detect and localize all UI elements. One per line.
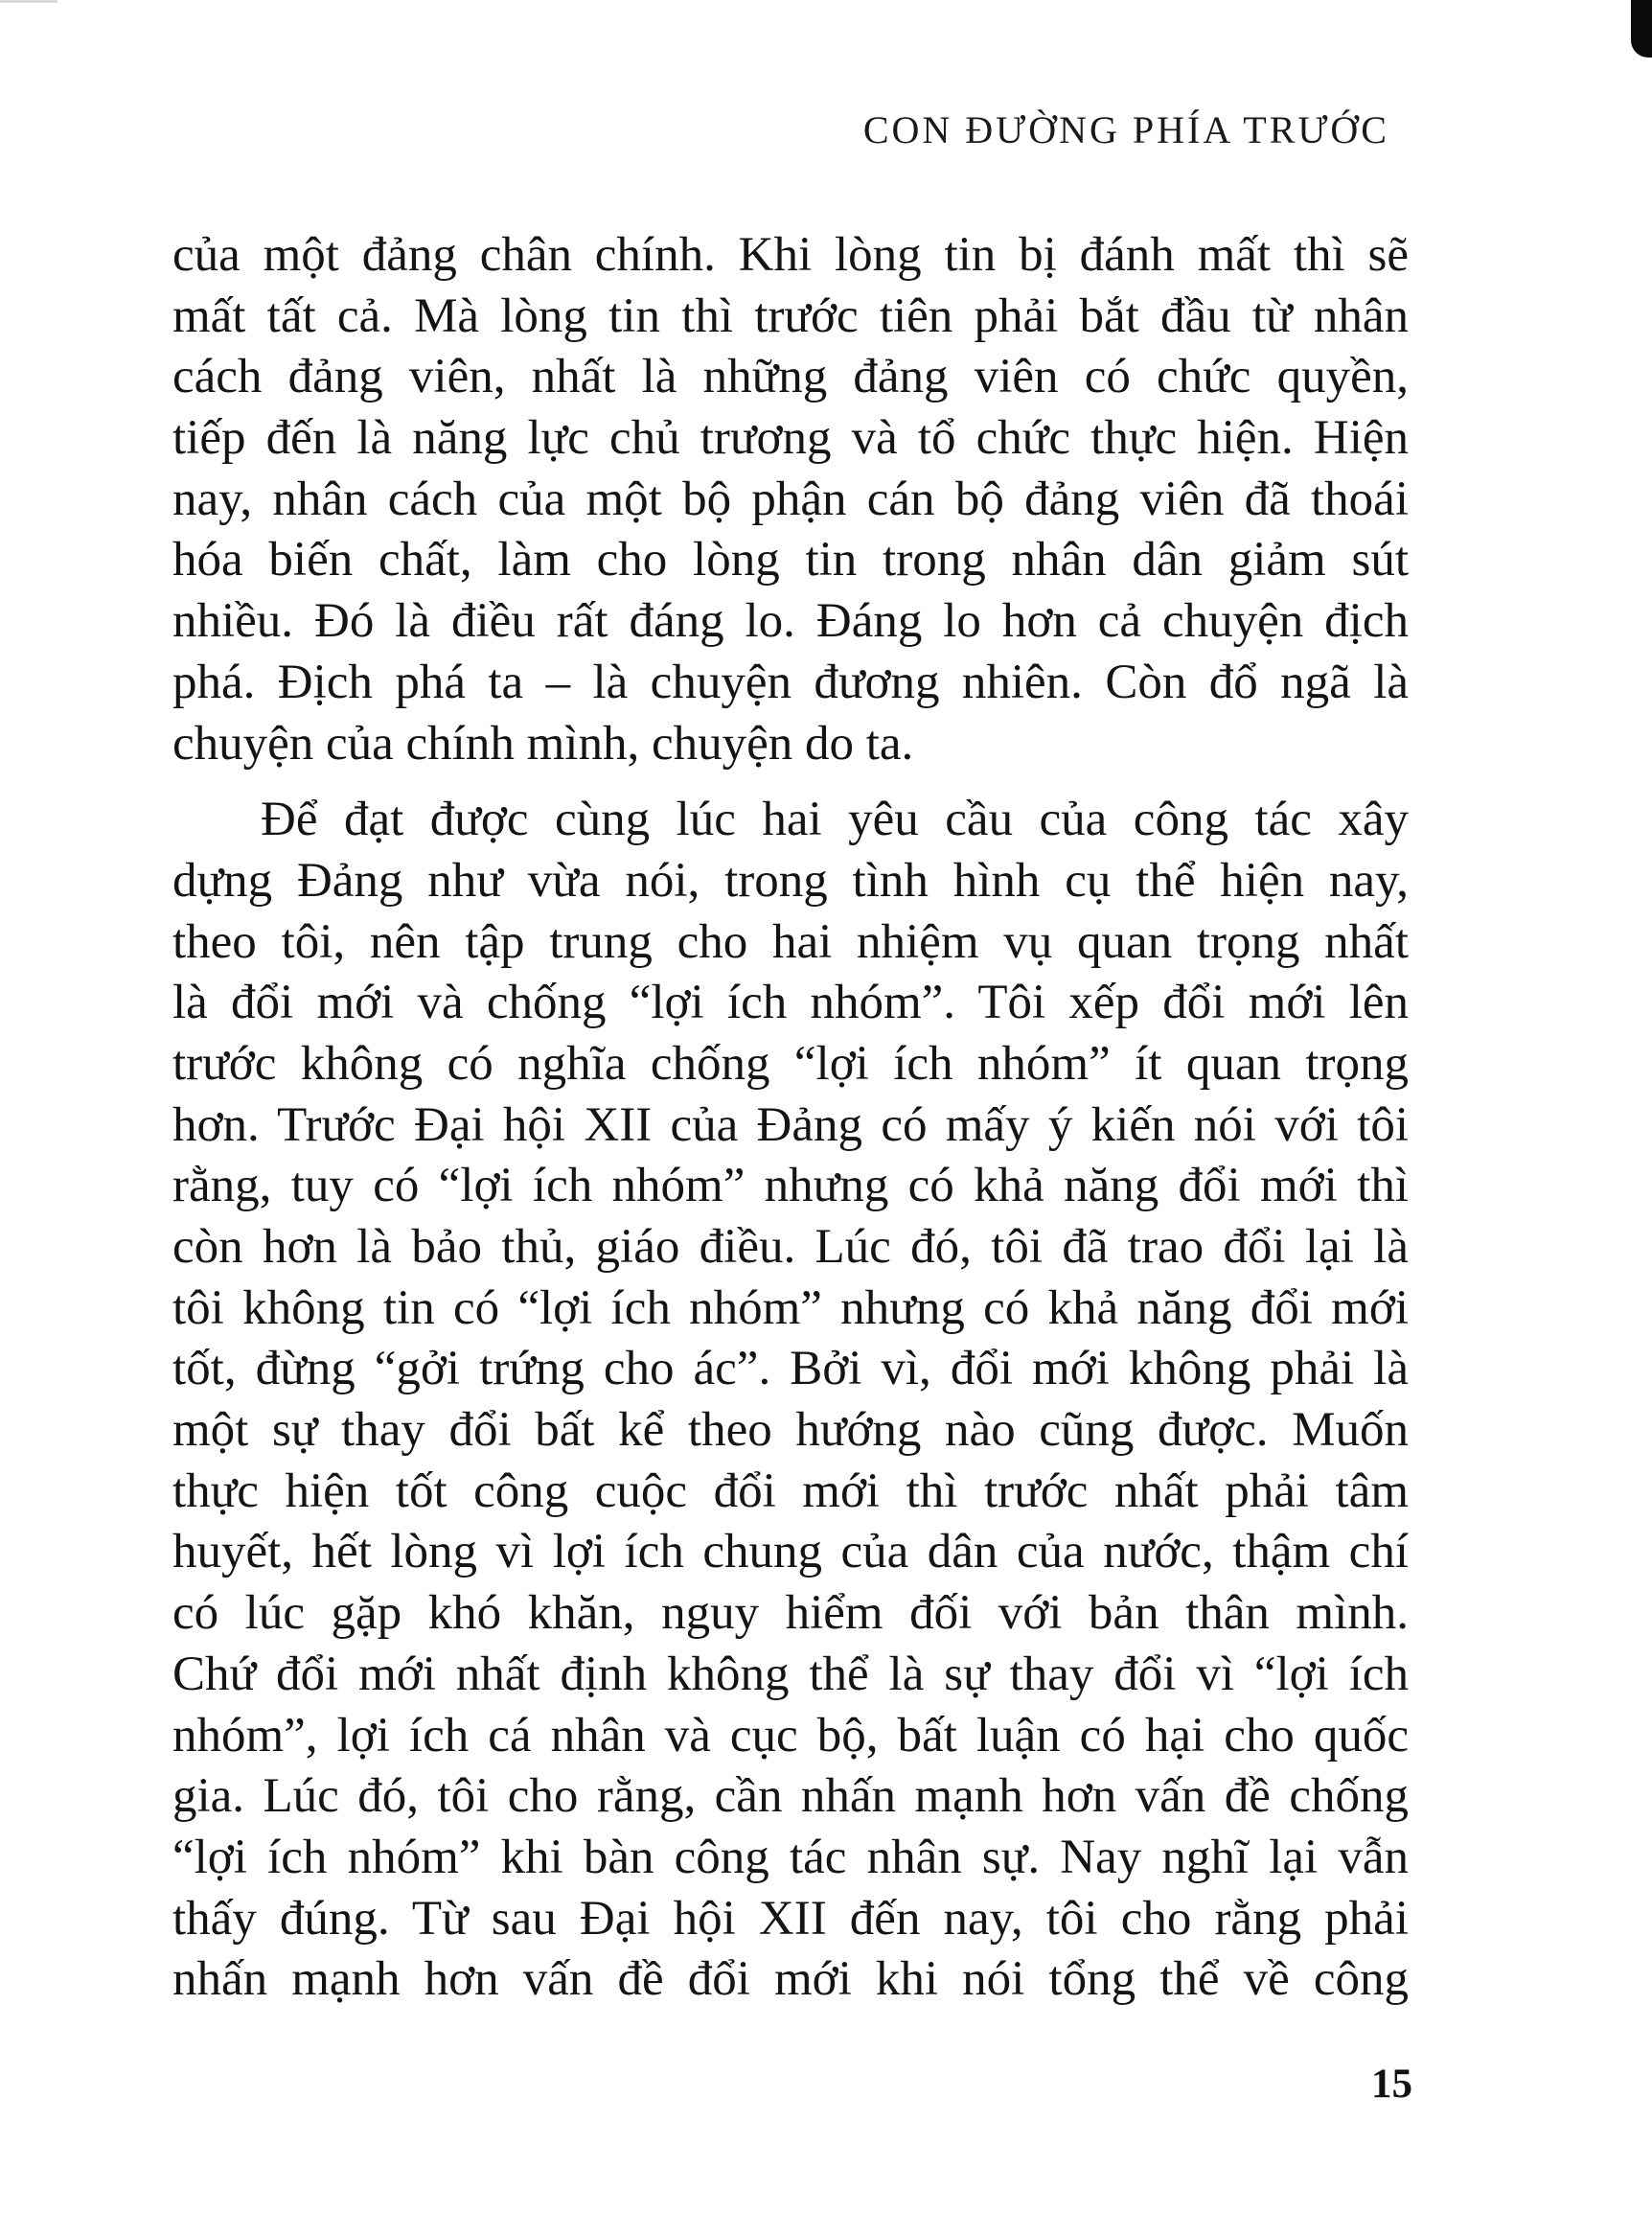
text-line: “lợi ích nhóm” khi bàn công tác nhân sự. Nay nghĩ lại vẫn — [172, 1830, 1409, 1884]
text-line: tốt, đừng “gởi trứng cho ác”. Bởi vì, đổi mới không phải là — [172, 1342, 1409, 1396]
paragraph-gap — [172, 774, 1409, 790]
text-line: rằng, tuy có “lợi ích nhóm” nhưng có khả năng đổi mới thì — [172, 1159, 1409, 1213]
running-head: CON ĐƯỜNG PHÍA TRƯỚC — [862, 108, 1389, 151]
text-line: hơn. Trước Đại hội XII của Đảng có mấy ý kiến nói với tôi — [172, 1097, 1409, 1152]
text-line: mất tất cả. Mà lòng tin thì trước tiên phải bắt đầu từ nhân — [172, 288, 1409, 343]
text-line: nhấn mạnh hơn vấn đề đổi mới khi nói tổng thể về công — [172, 1952, 1409, 2007]
text-line: huyết, hết lòng vì lợi ích chung của dân của nước, thậm chí — [172, 1525, 1409, 1579]
scan-edge-mark — [0, 0, 57, 3]
text-line: hóa biến chất, làm cho lòng tin trong nhân dân giảm sút — [172, 533, 1409, 588]
text-line: thực hiện tốt công cuộc đổi mới thì trước nhất phải tâm — [172, 1463, 1409, 1518]
page-number: 15 — [1371, 2062, 1412, 2107]
text-line: Để đạt được cùng lúc hai yêu cầu của công tác xây — [261, 793, 1409, 847]
text-line: nhóm”, lợi ích cá nhân và cục bộ, bất luận có hại cho quốc — [172, 1708, 1409, 1763]
text-line: theo tôi, nên tập trung cho hai nhiệm vụ quan trọng nhất — [172, 914, 1409, 969]
text-line: một sự thay đổi bất kể theo hướng nào cũng được. Muốn — [172, 1403, 1409, 1458]
text-line: Chứ đổi mới nhất định không thể là sự thay đổi vì “lợi ích — [172, 1647, 1409, 1701]
text-line: là đổi mới và chống “lợi ích nhóm”. Tôi xếp đổi mới lên — [172, 976, 1409, 1030]
text-line: của một đảng chân chính. Khi lòng tin bị đánh mất thì sẽ — [172, 228, 1409, 282]
text-line: phá. Địch phá ta – là chuyện đương nhiên. Còn đổ ngã là — [172, 655, 1409, 709]
text-line: thấy đúng. Từ sau Đại hội XII đến nay, tôi cho rằng phải — [172, 1891, 1409, 1946]
text-line: nay, nhân cách của một bộ phận cán bộ đảng viên đã thoái — [172, 472, 1409, 526]
text-line: còn hơn là bảo thủ, giáo điều. Lúc đó, tôi đã trao đổi lại là — [172, 1220, 1409, 1274]
paragraph-1 — [172, 225, 1409, 774]
text-line: tiếp đến là năng lực chủ trương và tổ chức thực hiện. Hiện — [172, 411, 1409, 466]
text-line: trước không có nghĩa chống “lợi ích nhóm” ít quan trọng — [172, 1036, 1409, 1091]
paragraph-2 — [172, 790, 1409, 2011]
text-line: gia. Lúc đó, tôi cho rằng, cần nhấn mạnh hơn vấn đề chống — [172, 1769, 1409, 1824]
text-line: cách đảng viên, nhất là những đảng viên có chức quyền, — [172, 350, 1409, 404]
text-line: tôi không tin có “lợi ích nhóm” nhưng có khả năng đổi mới — [172, 1280, 1409, 1335]
text-line: dựng Đảng như vừa nói, trong tình hình cụ thể hiện nay, — [172, 853, 1409, 908]
text-line: nhiều. Đó là điều rất đáng lo. Đáng lo hơn cả chuyện địch — [172, 594, 1409, 649]
text-line: chuyện của chính mình, chuyện do ta. — [172, 716, 914, 771]
body-text — [172, 225, 1409, 2011]
page-corner-shadow — [1631, 0, 1652, 58]
text-line: có lúc gặp khó khăn, nguy hiểm đối với bản thân mình. — [172, 1586, 1409, 1641]
